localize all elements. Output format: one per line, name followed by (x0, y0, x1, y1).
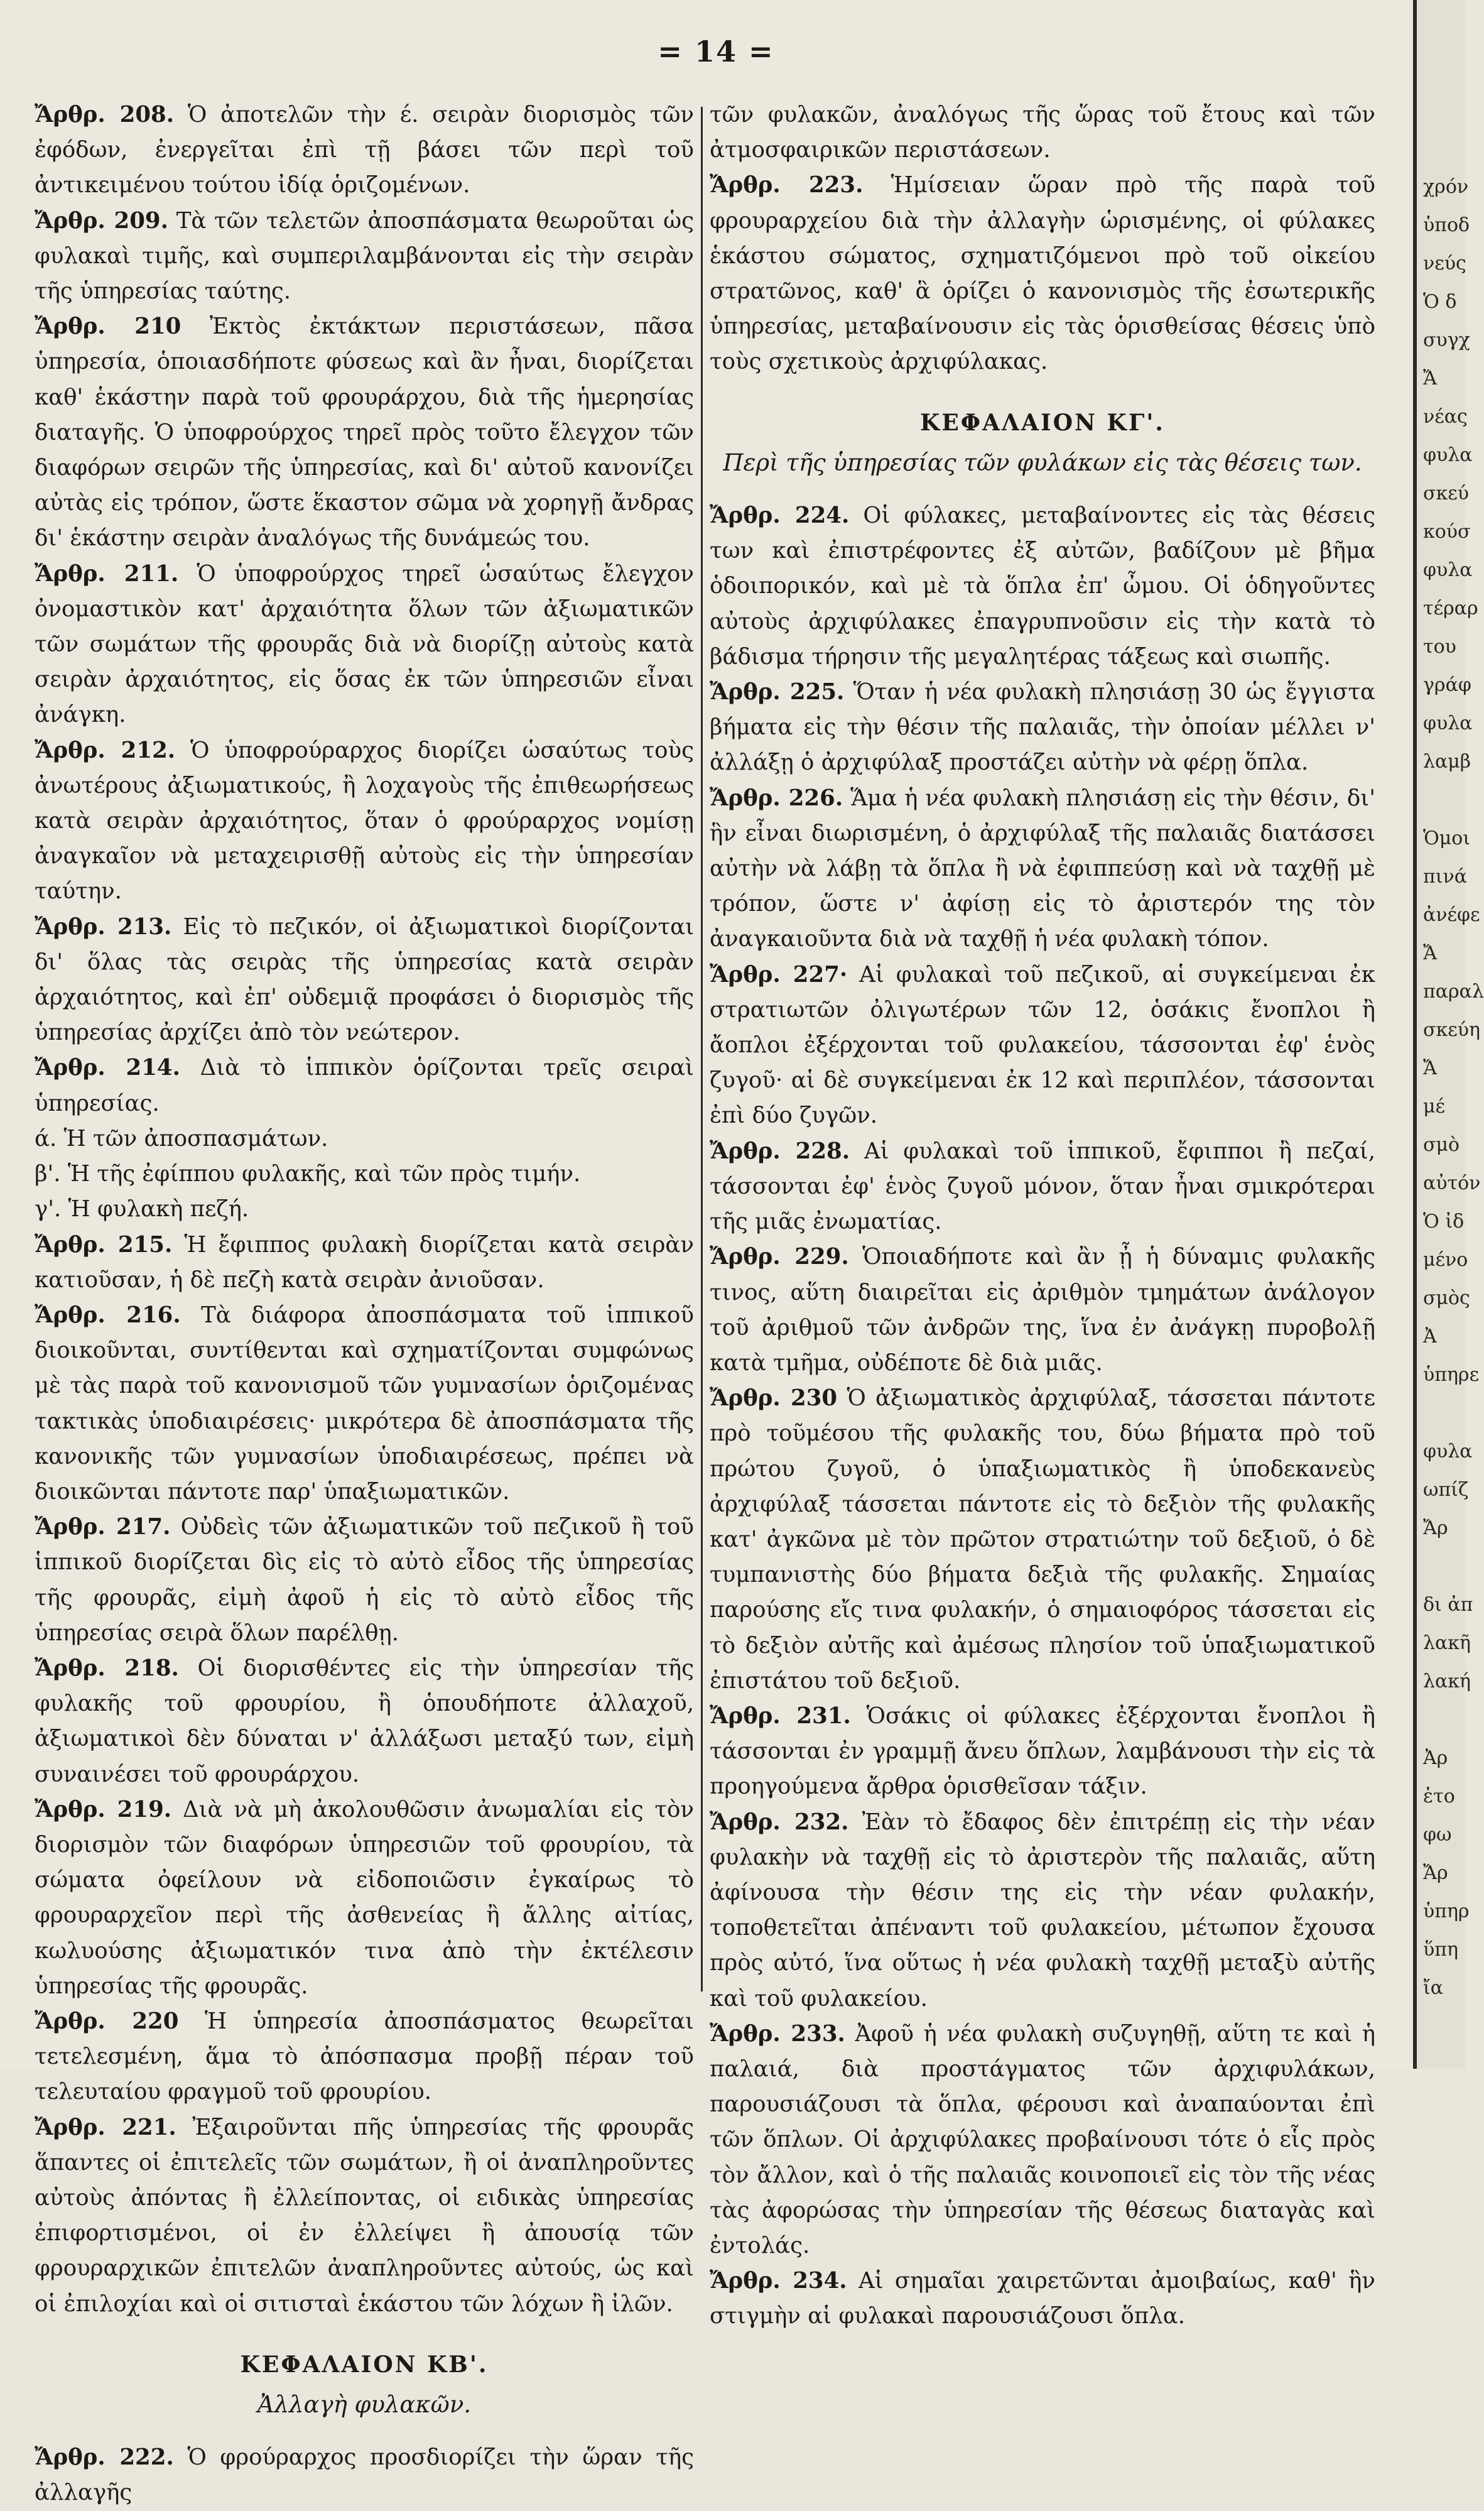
edge-text-fragment: φυλα (1423, 559, 1473, 581)
page-number: = 14 = (658, 35, 774, 68)
column-divider (701, 107, 703, 1991)
edge-text-fragment: φυλα (1423, 1441, 1473, 1462)
edge-text-fragment: Ἀρ (1423, 1747, 1448, 1769)
article-text: Ἡ ὑπηρεσία ἀποσπάσματος θεωρεῖται τετελεσμένη, ἅμα τὸ ἀπόσπασμα προβῇ πέραν τοῦ τελευταίου φραγμοῦ τοῦ φρουρίου. (35, 2008, 694, 2105)
article-text: Ἡ ἔφιππος φυλακὴ διορίζεται κατὰ σειρὰν κατιοῦσαν, ἡ δὲ πεζὴ κατὰ σειρὰν ἀνιοῦσαν. (35, 1231, 694, 1293)
article-text: Διὰ νὰ μὴ ἀκολουθῶσιν ἀνωμαλίαι εἰς τὸν διορισμὸν τῶν διαφόρων ὑπηρεσιῶν τοῦ φρουρίου, τὰ σώματα ὀφείλουν νὰ εἰδοποιῶσιν ἐγκαίρως τὸ φρουραρχεῖον περὶ τῆς ἀσθενείας ἢ ἄλλης αἰτίας, κωλυούσης ἀξιωματικόν τινα ἀπὸ τὴν ἐκτέλεσιν ὑπηρεσίας τῆς φρουρᾶς. (35, 1796, 694, 1999)
article-paragraph (35, 733, 694, 910)
chapter-subtitle: Ἀλλαγὴ φυλακῶν. (257, 2391, 472, 2418)
article-number: Ἄρθρ. 208. (35, 102, 175, 128)
article-paragraph (710, 2017, 1375, 2263)
article-paragraph (710, 1134, 1375, 1240)
edge-text-fragment: αὐτόν (1423, 1172, 1481, 1194)
article-text: Αἱ σημαῖαι χαιρετῶνται ἀμοιβαίως, καθ' ἣν στιγμὴν αἱ φυλακαὶ παρουσιάζουσι ὅπλα. (710, 2268, 1375, 2329)
article-number: Ἄρθρ. 231. (710, 1702, 851, 1729)
edge-text-fragment: ὕπη (1423, 1939, 1458, 1961)
edge-text-fragment: Ἄρ (1423, 1862, 1448, 1884)
article-text: Εἰς τὸ πεζικόν, οἱ ἀξιωματικοὶ διορίζονται δι' ὅλας τὰς σειρὰς τῆς ὑπηρεσίας κατὰ σειρὰν ἀρχαιότητος, καὶ ἐπ' οὐδεμιᾷ προφάσει ὁ διορισμὸς τῆς ὑπηρεσίας ἀρχίζει ἀπὸ τὸν νεώτερον. (35, 913, 694, 1046)
article-number: Ἄρθρ. 215. (35, 1231, 173, 1258)
edge-text-fragment: Ὁ ἰδ (1423, 1211, 1465, 1233)
edge-text-fragment: χρόν (1423, 176, 1469, 198)
article-paragraph (710, 957, 1375, 1134)
edge-text-fragment: ἑτο (1423, 1785, 1455, 1807)
edge-text-fragment: φω (1423, 1824, 1452, 1846)
chapter-heading: ΚΕΦΑΛΑΙΟΝ ΚΓ'. (920, 409, 1165, 436)
right-column (710, 97, 1375, 2334)
article-paragraph (710, 498, 1375, 675)
edge-text-fragment: Ὁ δ (1423, 291, 1457, 313)
edge-text-fragment: Ἄ (1423, 368, 1438, 389)
article-number: Ἄρθρ. 213. (35, 913, 172, 940)
edge-text-fragment: ὑποδ (1423, 214, 1470, 236)
article-number: Ἄρθρ. 211. (35, 560, 179, 587)
article-text: Ὅταν ἡ νέα φυλακὴ πλησιάσῃ 30 ὡς ἔγγιστα βήματα εἰς τὴν θέσιν τῆς παλαιᾶς, τὴν ὁποίαν μέλλει ν' ἀλλάξῃ ὁ ἀρχιφύλαξ προστάζει αὐτὴν νὰ φέρῃ ὅπλα. (710, 679, 1375, 776)
article-number: Ἄρθρ. 224. (710, 503, 850, 529)
article-text: β'. Ἡ τῆς ἐφίππου φυλακῆς, καὶ τῶν πρὸς τιμήν. (35, 1161, 581, 1187)
edge-text-fragment: μένο (1423, 1249, 1468, 1271)
article-text: Ὁσάκις οἱ φύλακες ἐξέρχονται ἔνοπλοι ἢ τάσσονται ἐν γραμμῇ ἄνευ ὅπλων, λαμβάνουσι τὴν εἰς τὰ προηγούμενα ἄρθρα ὁρισθεῖσαν τάξιν. (710, 1702, 1375, 1800)
article-number: Ἄρθρ. 227· (710, 961, 848, 988)
article-paragraph (35, 1228, 694, 1298)
edge-text-fragment: Ἀ (1423, 1326, 1437, 1348)
article-paragraph (35, 2004, 694, 2110)
edge-text-fragment: ἀνέφε (1423, 904, 1480, 926)
article-paragraph (710, 781, 1375, 957)
article-text: Αἱ φυλακαὶ τοῦ πεζικοῦ, αἱ συγκείμεναι ἐκ στρατιωτῶν ὀλιγωτέρων τῶν 12, ὁσάκις ἔνοπλοι ἢ ἄοπλοι ἐξέρχονται τοῦ φυλακείου, τάσσονται ἐφ' ἑνὸς ζυγοῦ· αἱ δὲ συγκείμεναι ἐκ 12 καὶ περιπλέον, τάσσονται ἐπὶ δύο ζυγῶν. (710, 961, 1375, 1129)
chapter-heading: ΚΕΦΑΛΑΙΟΝ ΚΒ'. (240, 2351, 489, 2378)
article-text: Ὁ ἀξιωματικὸς ἀρχιφύλαξ, τάσσεται πάντοτε πρὸ τοῦμέσου τῆς φυλακῆς του, δύω βήματα πρὸ τοῦ πρώτου ζυγοῦ, ὁ ὑπαξιωματικὸς ἢ ὑποδεκανεὺς ἀρχιφύλαξ τάσσεται πάντοτε εἰς τὸ δεξιὸν τῆς φυλακῆς κατ' ἀγκῶνα μὲ τὸν πρῶτον στρατιώτην τοῦ δεξιοῦ, ὁ δὲ τυμπανιστὴς δύο βήματα δεξιὰ τῆς φυλακῆς. Σημαίας παρούσης εἴς τινα φυλακήν, ὁ σημαιοφόρος τάσσεται εἰς τὸ δεξιὸν αὐτῆς καὶ ἀμέσως πλησίον τοῦ ὑπαξιωματικοῦ ἐπιστάτου τοῦ δεξιοῦ. (710, 1385, 1375, 1694)
article-number: Ἄρθρ. 225. (710, 679, 845, 705)
article-text: Ὁ ἀποτελῶν τὴν έ. σειρὰν διορισμὸς τῶν ἐφόδων, ἐνεργεῖται ἐπὶ τῇ βάσει τῶν περὶ τοῦ ἀντικειμένου τούτου ἰδίᾳ ὁριζομένων. (35, 102, 694, 199)
article-text: γ'. Ἡ φυλακὴ πεζή. (35, 1196, 249, 1223)
article-number: Ἄρθρ. 219. (35, 1796, 172, 1822)
edge-text-fragment: γράφ (1423, 674, 1471, 696)
article-text: Διὰ τὸ ἱππικὸν ὁρίζονται τρεῖς σειραὶ ὑπηρεσίας. (35, 1055, 694, 1116)
article-paragraph (710, 1805, 1375, 2017)
edge-text-fragment: σμὸ (1423, 1134, 1460, 1156)
article-paragraph (35, 1792, 694, 2004)
article-paragraph (35, 910, 694, 1051)
article-number: Ἄρθρ. 228. (710, 1138, 850, 1164)
article-number: Ἄρθρ. 226. (710, 785, 843, 811)
article-number: Ἄρθρ. 218. (35, 1655, 179, 1681)
edge-text-fragment: ωπίζ (1423, 1479, 1469, 1501)
edge-text-fragment: Ὁμοι (1423, 827, 1471, 849)
article-paragraph (35, 2440, 694, 2510)
article-text: Ἐὰν τὸ ἔδαφος δὲν ἐπιτρέπῃ εἰς τὴν νέαν φυλακὴν νὰ ταχθῇ εἰς τὸ ἀριστερὸν τῆς παλαιᾶς, αὕτη ἀφίνουσα τὴν θέσιν της εἰς τὴν νέαν φυλακήν, τοποθετεῖται ἀπέναντι τοῦ φυλακείου, μέτωπον ἔχουσα πρὸς αὐτό, ἵνα οὕτως ἡ νέα φυλακὴ ταχθῇ μεταξὺ αὐτῆς καὶ τοῦ φυλακείου. (710, 1809, 1375, 2012)
article-paragraph (35, 1651, 694, 1792)
article-text: Οἱ διορισθέντες εἰς τὴν ὑπηρεσίαν τῆς φυλακῆς τοῦ φρουρίου, ἢ ὁπουδήποτε ἀλλαχοῦ, ἀξιωματικοὶ δὲν δύναται ν' ἀλλάξωσι μεταξύ των, εἰμὴ συναινέσει τοῦ φρουράρχου. (35, 1655, 694, 1787)
edge-text-fragment: πινά (1423, 866, 1467, 888)
edge-text-fragment: συγχ (1423, 329, 1470, 351)
article-paragraph (35, 1121, 694, 1157)
article-paragraph (710, 168, 1375, 379)
article-text: Ἐξαιροῦνται πῆς ὑπηρεσίας τῆς φρουρᾶς ἅπαντες οἱ ἐπιτελεῖς τῶν σωμάτων, ἢ οἱ ἀναπληροῦντες αὐτοὺς ἀπόντας ἢ ἐλλείποντας, οἱ ειδικὰς ὑπηρεσίας ἐπιφορτισμένοι, οἱ ἐν ἐλλείψει ἢ ἀπουσίᾳ τῶν φρουραρχικῶν ἐπιτελῶν ἀναπληροῦντες αὐτούς, ὡς καὶ οἱ ἐπιλοχίαι καὶ οἱ σιτισταὶ ἑκάστου τῶν λόχων ἢ ἰλῶν. (35, 2114, 694, 2317)
article-number: Ἄρθρ. 209. (35, 207, 168, 234)
edge-text-fragment: λακή (1423, 1670, 1471, 1692)
edge-text-fragment: Ἄ (1423, 1057, 1438, 1079)
article-text: Τὰ τῶν τελετῶν ἀποσπάσματα θεωροῦται ὡς φυλακαὶ τιμῆς, καὶ συμπεριλαμβάνονται εἰς τὴν σειρὰν τῆς ὑπηρεσίας ταύτης. (35, 207, 694, 305)
edge-text-fragment: φυλα (1423, 444, 1473, 466)
edge-text-fragment: κούσ (1423, 521, 1471, 543)
article-number: Ἄρθρ. 230 (710, 1385, 838, 1412)
article-number: Ἄρθρ. 216. (35, 1302, 181, 1328)
article-paragraph (35, 1192, 694, 1227)
edge-text-fragment: παραλ (1423, 981, 1484, 1003)
article-paragraph (710, 1381, 1375, 1699)
article-paragraph (35, 309, 694, 556)
article-text: Ὁποιαδήποτε καὶ ἂν ᾖ ἡ δύναμις φυλακῆς τινος, αὕτη διαιρεῖται εἰς ἀριθμὸν τμημάτων ἀνάλογον τοῦ ἀριθμοῦ τῶν ἀνδρῶν της, ἵνα ἐν ἀνάγκῃ πυροβολῇ κατὰ τμῆμα, οὐδέποτε δὲ διὰ μιᾶς. (710, 1244, 1375, 1376)
article-number: Ἄρθρ. 232. (710, 1809, 849, 1835)
article-paragraph (35, 1157, 694, 1192)
article-paragraph (710, 1699, 1375, 1805)
article-number: Ἄρθρ. 221. (35, 2114, 176, 2140)
article-number: Ἄρθρ. 222. (35, 2444, 174, 2471)
article-text: Τὰ διάφορα ἀποσπάσματα τοῦ ἱππικοῦ διοικοῦνται, συντίθενται καὶ σχηματίζονται συμφώνως μὲ τὰς παρὰ τοῦ κανονισμοῦ τῶν γυμνασίων ὁριζομένας τακτικὰς ὑποδιαιρέσεις· μικρότερα δὲ ἀποσπάσματα τῆς κανονικῆς τῶν γυμνασίων ὑποδιαιρέσεως, πρέπει νὰ διοικῶνται πάντοτε παρ' ὑπαξιωματικῶν. (35, 1302, 694, 1505)
edge-text-fragment: λακῆ (1423, 1632, 1471, 1654)
edge-text-fragment: τέραρ (1423, 597, 1478, 619)
article-paragraph (35, 557, 694, 733)
edge-text-fragment: μέ (1423, 1096, 1446, 1118)
article-text: Ὁ ὑποφρούραρχος διορίζει ὡσαύτως τοὺς ἀνωτέρους ἀξιωματικούς, ἢ λοχαγοὺς τῆς ἐπιθεωρήσεως κατὰ σειρὰν ἀρχαιότητος, ὅταν ὁ φρούραρχος νομίσῃ ἀναγκαῖον νὰ μεταχειρισθῇ αὐτοὺς εἰς τὴν ὑπηρεσίαν ταύτην. (35, 737, 694, 905)
edge-text-fragment: Ἄ (1423, 942, 1438, 964)
article-number: Ἄρθρ. 210 (35, 313, 181, 340)
article-text: Ἀφοῦ ἡ νέα φυλακὴ συζυγηθῇ, αὕτη τε καὶ ἡ παλαιά, διὰ προστάγματος τῶν ἀρχιφυλάκων, παρουσιάζουσι τὰ ὅπλα, φέρουσι καὶ ἀναπαύονται ἐπὶ τῶν ὅπλων. Οἱ ἀρχιφύλακες προβαίνουσι τότε ὁ εἷς πρὸς τὸν ἄλλον, καὶ ὁ τῆς παλαιᾶς κοινοποιεῖ εἰς τὸν τῆς νέας τὰς ἀφορώσας τὴν ὑπηρεσίαν τῆς θέσεως διαταγὰς καὶ ἐντολάς. (710, 2020, 1375, 2258)
edge-text-fragment: σμὸς (1423, 1287, 1470, 1309)
article-number: Ἄρθρ. 233. (710, 2020, 845, 2047)
article-number: Ἄρθρ. 234. (710, 2268, 847, 2294)
article-number: Ἄρθρ. 229. (710, 1244, 849, 1270)
article-paragraph (710, 1239, 1375, 1381)
continued-text: τῶν φυλακῶν, ἀναλόγως τῆς ὥρας τοῦ ἔτους καὶ τῶν ἀτμοσφαιρικῶν περιστάσεων. (710, 102, 1375, 163)
article-text: Ὁ φρούραρχος προσδιορίζει τὴν ὥραν τῆς ἀλλαγῆς (35, 2444, 694, 2506)
edge-text-fragment: σκεύη (1423, 1019, 1480, 1041)
edge-text-fragment: ὑπηρε (1423, 1364, 1480, 1386)
edge-text-fragment: φυλα (1423, 712, 1473, 734)
edge-text-fragment: νεύς (1423, 253, 1466, 275)
article-text: Αἱ φυλακαὶ τοῦ ἱππικοῦ, ἔφιπποι ἢ πεζαί, τάσσονται ἐφ' ἑνὸς ζυγοῦ μόνον, ὅταν ἦναι σμικρότεραι τῆς μιᾶς ἐνωματίας. (710, 1138, 1375, 1235)
edge-text-fragment: ἴα (1423, 1977, 1444, 1999)
article-text: Ἡμίσειαν ὥραν πρὸ τῆς παρὰ τοῦ φρουραρχείου διὰ τὴν ἀλλαγὴν ὡρισμένης, οἱ φύλακες ἑκάστου σώματος, σχηματιζόμενοι πρὸ τοῦ οἰκείου στρατῶνος, καθ' ἃ ὁρίζει ὁ κανονισμὸς τῆς ἐσωτερικῆς ὑπηρεσίας, μεταβαίνουσιν εἰς τὰς ὁρισθείσας θέσεις ὑπὸ τοὺς σχετικοὺς ἀρχιφύλακας. (710, 172, 1375, 375)
edge-text-fragment: του (1423, 636, 1456, 658)
edge-text-fragment: δι ἀπ (1423, 1594, 1473, 1616)
article-text: Ἅμα ἡ νέα φυλακὴ πλησιάσῃ εἰς τὴν θέσιν, δι' ἣν εἶναι διωρισμένη, ὁ ἀρχιφύλαξ τῆς παλαιᾶς διατάσσει αὐτὴν νὰ λάβῃ τὰ ὅπλα ἢ νὰ ἐφιππεύσῃ καὶ νὰ ταχθῇ μὲ τρόπον, ὥστε ν' ἀφίσῃ εἰς τὸ ἀριστερόν της τὸν ἀναγκαιοῦντα διὰ νὰ ταχθῇ ἡ νέα φυλακὴ τόπον. (710, 785, 1375, 952)
article-number: Ἄρθρ. 223. (710, 172, 864, 199)
article-text: Οἱ φύλακες, μεταβαίνοντες εἰς τὰς θέσεις των καὶ ἐπιστρέφοντες ἐξ αὐτῶν, βαδίζουν μὲ βῆμα ὁδοιπορικόν, καὶ μὲ τὰ ὅπλα ἐπ' ὦμου. Οἱ ὁδηγοῦντες αὐτοὺς ἀρχιφύλακες ἐπαγρυπνοῦσιν εἰς τὴν κατὰ τὸ βάδισμα τήρησιν τῆς μεγαλητέρας τάξεως καὶ σιωπῆς. (710, 503, 1375, 670)
article-text: ά. Ἡ τῶν ἀποσπασμάτων. (35, 1125, 328, 1152)
article-paragraph (710, 2263, 1375, 2334)
adjacent-page-edge (1413, 0, 1484, 2069)
article-paragraph (35, 2110, 694, 2322)
edge-text-fragment: ὑπηρ (1423, 1900, 1470, 1922)
edge-text-fragment: λαμβ (1423, 751, 1471, 773)
article-paragraph (35, 204, 694, 310)
article-text: Ἐκτὸς ἐκτάκτων περιστάσεων, πᾶσα ὑπηρεσία, ὁποιασδήποτε φύσεως καὶ ἂν ἦναι, διορίζεται καθ' ἑκάστην παρὰ τοῦ φρουράρχου, διὰ τῆς ἡμερησίας διαταγῆς. Ὁ ὑποφρούρχος τηρεῖ πρὸς τοῦτο ἔλεγχον τῶν διαφόρων σειρῶν τῆς ὑπηρεσίας, καὶ δι' αὐτοῦ κανονίζει αὐτὰς εἰς τρόπον, ὥστε ἕκαστον σῶμα νὰ χορηγῇ ἄνδρας δι' ἑκάστην σειρὰν ἀναλόγως τῆς δυνάμεώς του. (35, 313, 694, 552)
edge-text-fragment: σκεύ (1423, 482, 1470, 504)
article-paragraph (35, 1050, 694, 1121)
edge-text-fragment: Ἄρ (1423, 1517, 1448, 1539)
article-number: Ἄρθρ. 214. (35, 1055, 180, 1081)
article-paragraph (35, 97, 694, 204)
article-number: Ἄρθρ. 220 (35, 2008, 179, 2034)
left-column (35, 97, 694, 2511)
article-paragraph (710, 675, 1375, 781)
edge-text-fragment: νέας (1423, 406, 1468, 428)
article-number: Ἄρθρ. 217. (35, 1514, 171, 1540)
article-paragraph (35, 1298, 694, 1510)
article-paragraph (35, 1510, 694, 1651)
article-text: Οὐδεὶς τῶν ἀξιωματικῶν τοῦ πεζικοῦ ἢ τοῦ ἱππικοῦ διορίζεται δὶς εἰς τὸ αὐτὸ εἶδος τῆς ὑπηρεσίας τῆς φρουρᾶς, εἰμὴ ἀφοῦ ἡ εἰς τὸ αὐτὸ εἶδος τῆς ὑπηρεσίας σειρὰ ὅλων παρέλθῃ. (35, 1514, 694, 1646)
article-text: Ὁ ὑποφρούρχος τηρεῖ ὡσαύτως ἔλεγχον ὀνομαστικὸν κατ' ἀρχαιότητα ὅλων τῶν ἀξιωματικῶν τῶν σωμάτων τῆς φρουρᾶς διὰ νὰ διορίζῃ αὐτοὺς κατὰ σειρὰν ἀρχαιότητος, εἰς ὅσας ἐκ τῶν ὑπηρεσιῶν εἶναι ἀνάγκη. (35, 560, 694, 728)
article-number: Ἄρθρ. 212. (35, 737, 176, 763)
chapter-subtitle: Περὶ τῆς ὑπηρεσίας τῶν φυλάκων εἰς τὰς θέσεις των. (723, 449, 1362, 476)
